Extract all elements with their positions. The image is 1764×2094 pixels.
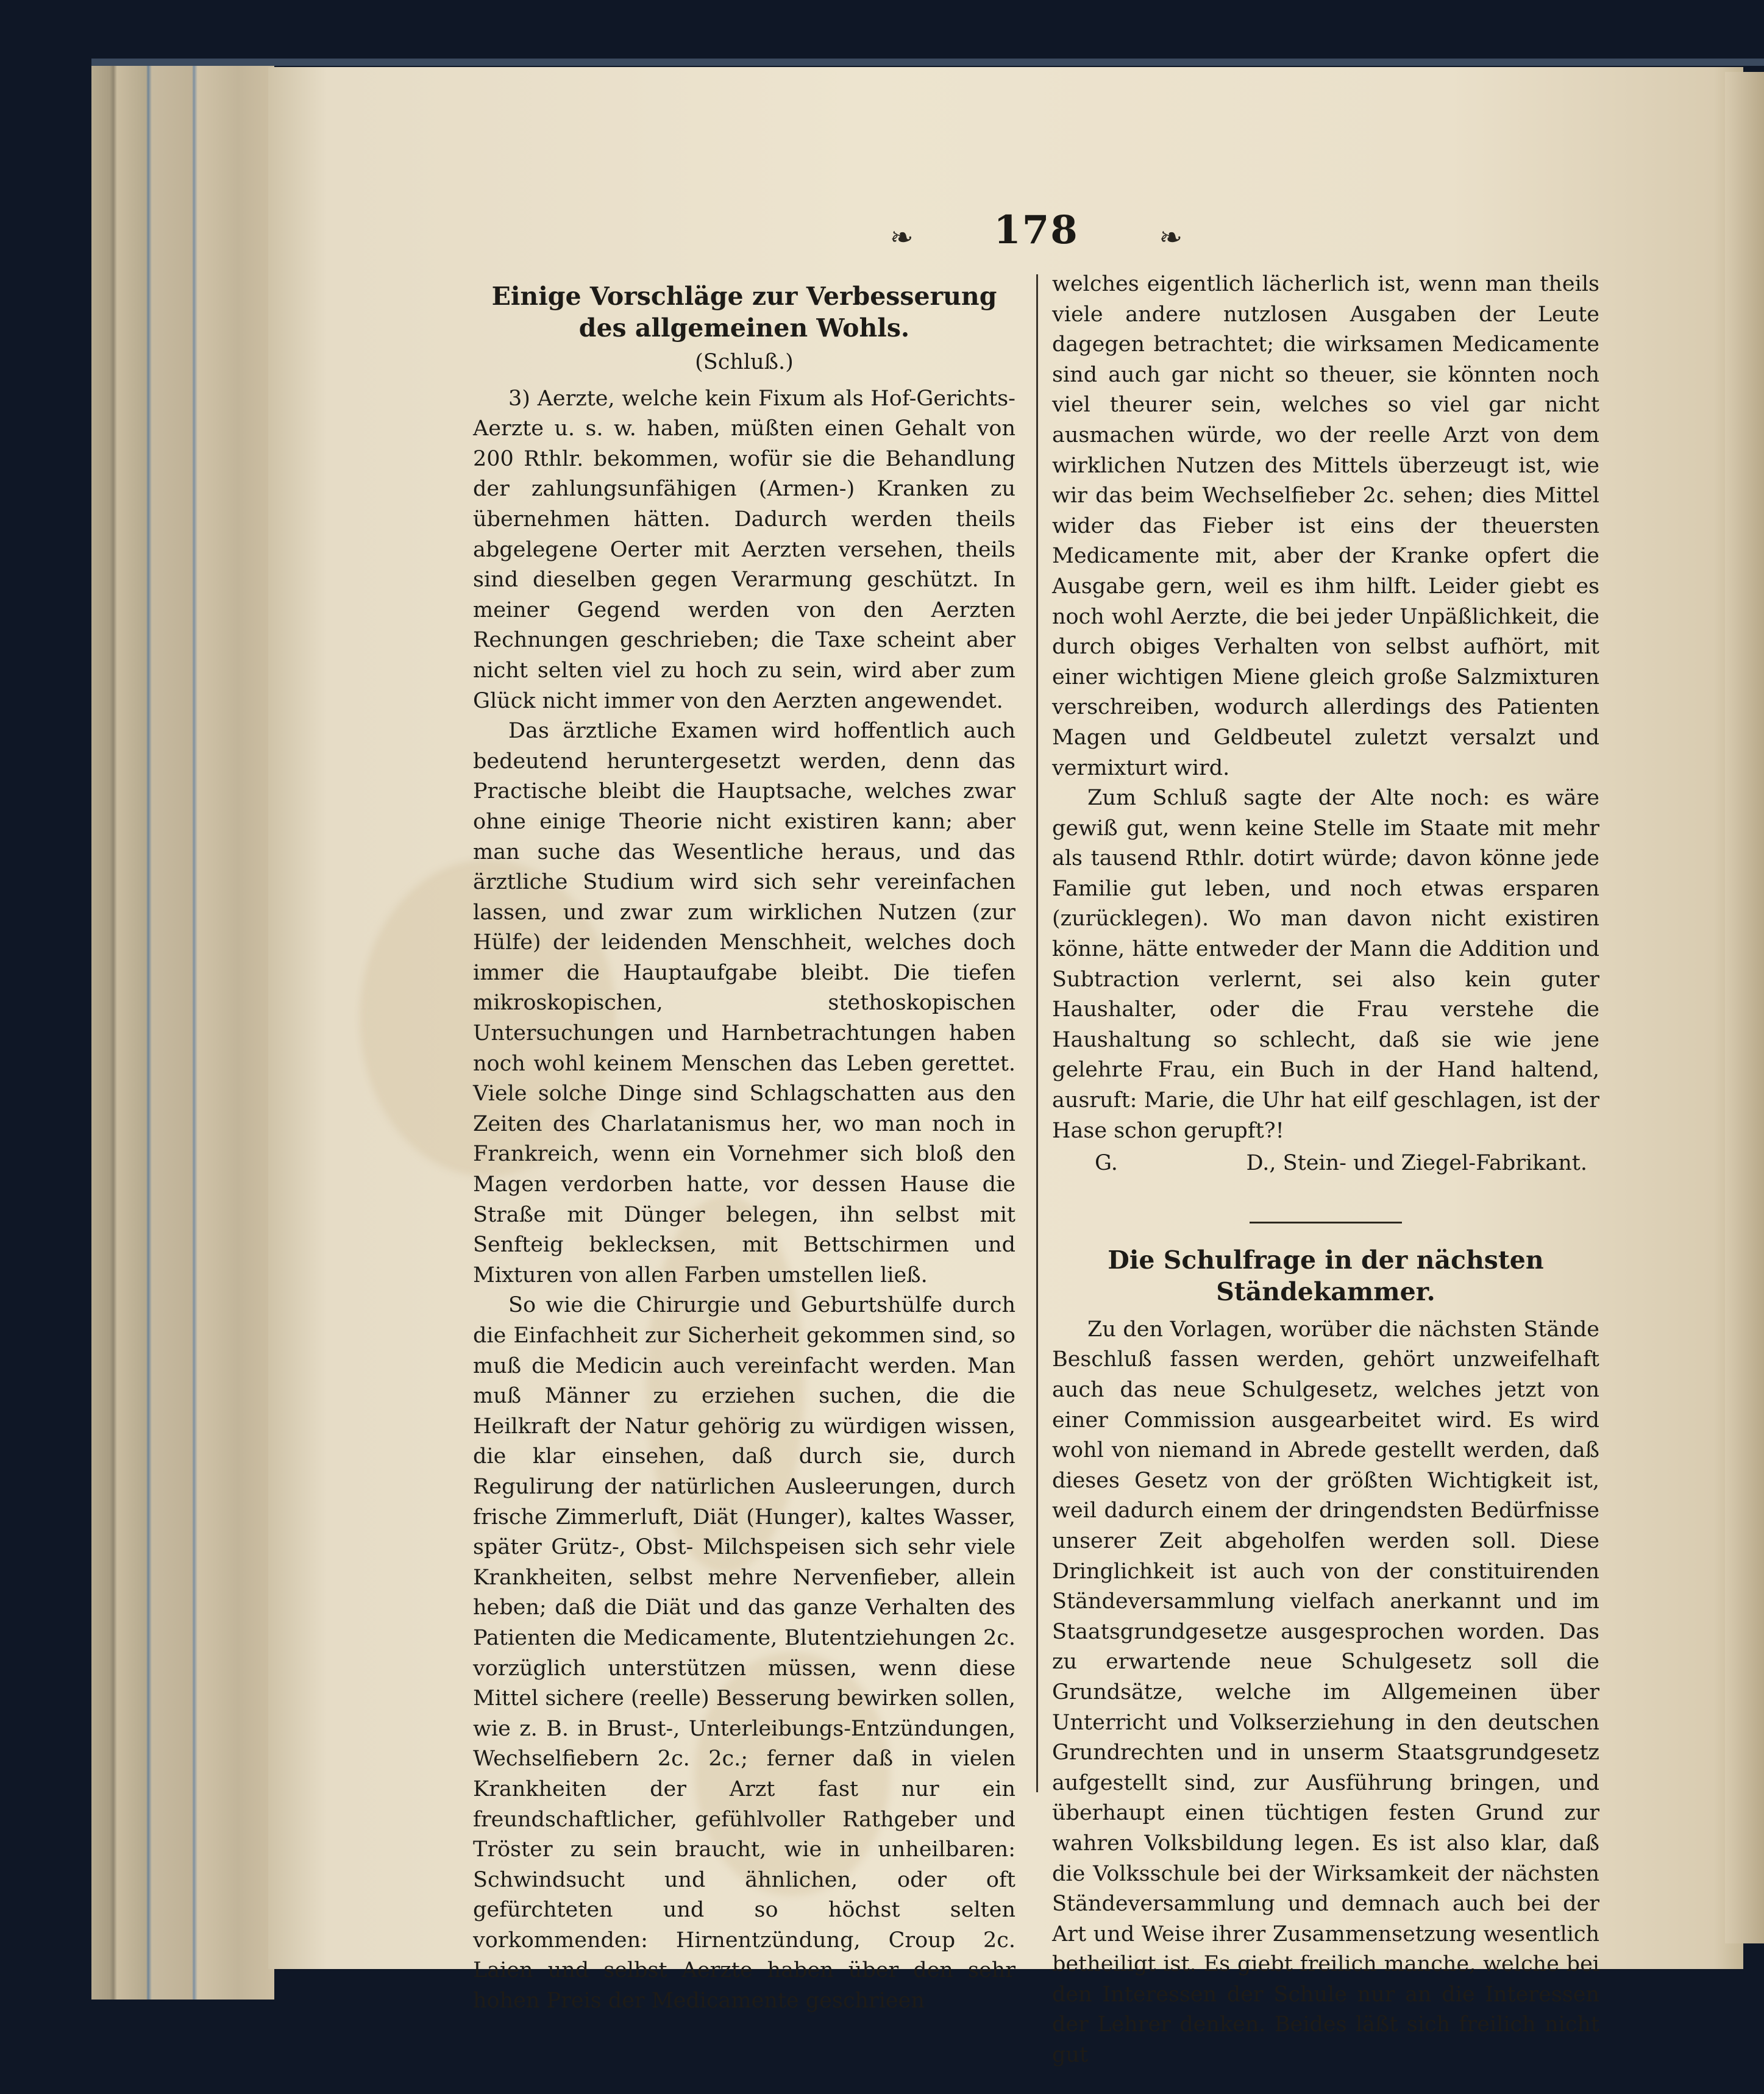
paragraph: 3) Aerzte, welche kein Fixum als Hof-Gerichts-Aerzte u. s. w. haben, müßten einen Gehalt von 200 Rthlr. bekommen, wofür sie die Behandlung der zahlungsunfähigen (Armen-) Kranken zu übernehmen hätten. Dadurch werden theils abgelegene Oerter mit Aerzten versehen, theils sind dieselben gegen Verarmung geschützt. In meiner Gegend werden von den Aerzten Rechnungen geschrieben; die Taxe scheint aber nicht selten viel zu hoch zu sein, wird aber zum Glück nicht immer von den Aerzten angewendet. (473, 386, 1015, 713)
article-subtitle: (Schluß.) (695, 350, 794, 374)
signature-initial: G. (1095, 1151, 1118, 1176)
page-edges (91, 61, 274, 2000)
paragraph: So wie die Chirurgie und Geburtshülfe durch die Einfachheit zur Sicherheit gekommen sind, so muß die Medicin auch vereinfacht werden. Man muß Männer zu erziehen suchen, die die Heilkraft der Natur gehörig zu würdigen wissen, die klar einsehen, daß durch sie, durch Regulirung der natürlichen Ausleerungen, durch frische Zimmerluft, Diät (Hunger), kaltes Wasser, später Grütz-, Obst- Milchspeisen sich sehr viele Krankheiten, selbst mehre Nervenfieber, allein heben; daß die Diät und das ganze Verhalten des Patienten die Medicamente, Blutentziehungen 2c. vorzüglich unterstützen müssen, wenn diese Mittel sichere (reelle) Besserung bewirken sollen, wie z. B. in Brust-, Unterleibungs-Entzündungen, Wechselfiebern 2c. 2c.; ferner daß in vielen Krankheiten der Arzt fast nur ein freundschaftlicher, gefühlvoller Rathgeber und Tröster zu sein braucht, wie in unheilbaren: Schwindsucht und ähnlichen, oder oft gefürchteten und so höchst selten vorkommenden: Hirnentzündung, Croup 2c. Laien und selbst Aerzte haben über den sehr hohen Preis der Medicamente geschrieen (473, 1293, 1015, 2014)
paragraph: Zu den Vorlagen, worüber die nächsten Stände Beschluß fassen werden, gehört unzweifelhaft auch das neue Schulgesetz, welches jetzt von einer Commission ausgearbeitet wird. Es wird wohl von niemand in Abrede gestellt werden, daß dieses Gesetz von der größten Wichtigkeit ist, weil dadurch einem der dringendsten Bedürfnisse unserer Zeit abgeholfen werden soll. Diese Dringlichkeit ist auch von der constituirenden Ständeversammlung vielfach anerkannt und im Staatsgrundgesetze ausgesprochen worden. Das zu erwartende neue Schulgesetz soll die Grundsätze, welche im Allgemeinen über Unterricht und Volkserziehung in den deutschen Grundrechten und in unserm Staatsgrundgesetz aufgestellt sind, zur Ausführung bringen, und überhaupt einen tüchtigen festen Grund zur wahren Volksbildung legen. Es ist also klar, daß die Volksschule bei der Wirksamkeit der nächsten Ständeversammlung und demnach auch bei der Art und Weise ihrer Zusammensetzung wesentlich betheiligt ist. Es giebt freilich manche, welche bei den Interessen der Schule nur an die Interessen der Lehrer denken. Beides läßt sich freilich nicht gut (1052, 1317, 1599, 2068)
page-number: 178 (994, 207, 1079, 253)
signature-name: D., Stein- und Ziegel-Fabrikant. (1246, 1151, 1587, 1176)
paragraph: Das ärztliche Examen wird hoffentlich auch bedeutend heruntergesetzt werden, denn das Practische bleibt die Hauptsache, welches zwar ohne einige Theorie nicht existiren kann; aber man suche das Wesentliche heraus, und das ärztliche Studium wird sich sehr vereinfachen lassen, und zwar zum wirklichen Nutzen (zur Hülfe) der leidenden Menschheit, welches doch immer die Hauptaufgabe bleibt. Die tiefen mikroskopischen, stethoskopischen Untersuchungen und Harnbetrachtungen haben noch wohl keinem Menschen das Leben gerettet. Viele solche Dinge sind Schlagschatten aus den Zeiten des Charlatanismus her, wo man noch in Frankreich, wenn ein Vornehmer sich bloß den Magen verdorben hatte, vor dessen Hause die Straße mit Dünger belegen, ihn selbst mit Senfteig beklecksen, mit Bettschirmen und Mixturen von allen Farben umstellen ließ. (473, 719, 1015, 1287)
right-column (1052, 269, 1599, 2071)
section-divider (1250, 1222, 1402, 1223)
article-title: Die Schulfrage in der nächsten Ständekammer. (1108, 1245, 1544, 1306)
article-title: Einige Vorschläge zur Verbesserung des allgemeinen Wohls. (491, 282, 997, 343)
signature (1052, 1148, 1599, 1179)
page-header (890, 207, 1183, 256)
paragraph: Zum Schluß sagte der Alte noch: es wäre gewiß gut, wenn keine Stelle im Staate mit mehr als tausend Rthlr. dotirt würde; davon könne jede Familie gut leben, und noch etwas ersparen (zurücklegen). Wo man davon nicht existiren könne, hätte entweder der Mann die Addition und Subtraction verlernt, sei also kein guter Haushalter, oder die Frau verstehe die Haushaltung so schlecht, daß sie wie jene gelehrte Frau, ein Buch in der Hand haltend, ausruft: Marie, die Uhr hat eilf geschlagen, ist der Hase schon gerupft?! (1052, 786, 1599, 1143)
ornament-left-icon: ❧ (890, 221, 914, 254)
left-column (473, 280, 1015, 2017)
facing-page-edge (1725, 72, 1764, 1943)
book-cover-top (91, 59, 1764, 66)
column-divider (1036, 274, 1038, 1792)
paragraph: welches eigentlich lächerlich ist, wenn man theils viele andere nutzlosen Ausgaben der Leute dagegen betrachtet; die wirksamen Medicamente sind auch gar nicht so theuer, sie könnten noch viel theurer sein, welches so viel gar nicht ausmachen würde, wo der reelle Arzt von dem wirklichen Nutzen des Mittels überzeugt ist, wie wir das beim Wechselfieber 2c. sehen; dies Mittel wider das Fieber ist eins der theuersten Medicamente mit, aber der Kranke opfert die Ausgabe gern, weil es ihm hilft. Leider giebt es noch wohl Aerzte, die bei jeder Unpäßlichkeit, die durch obiges Verhalten von selbst aufhört, mit einer wichtigen Miene gleich große Salzmixturen verschreiben, wodurch allerdings des Patienten Magen und Geldbeutel zuletzt versalzt und vermixturt wird. (1052, 272, 1599, 780)
ornament-right-icon: ❧ (1159, 221, 1183, 254)
